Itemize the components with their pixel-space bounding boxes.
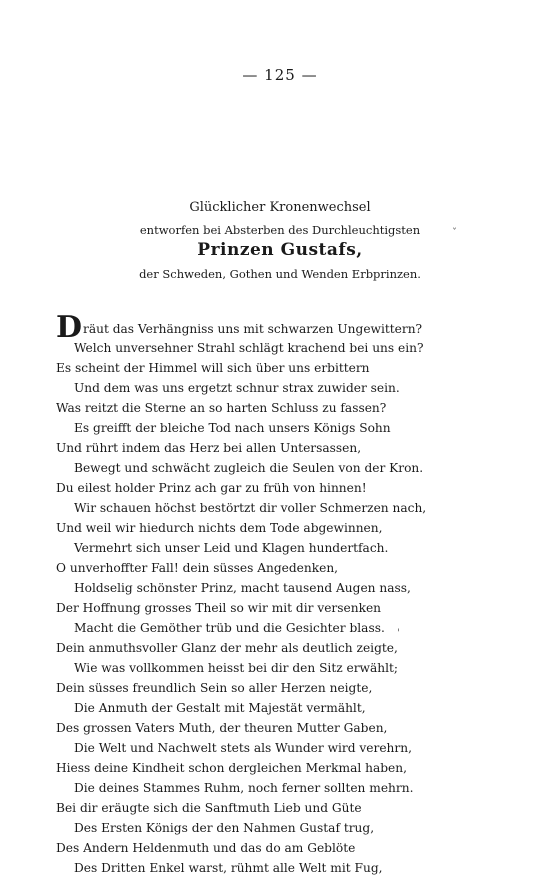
poem-line: Wie was vollkommen heisst bei dir den Sitz erwählt;	[74, 661, 399, 675]
poem-dedicatee-detail: der Schweden, Gothen und Wenden Erbprinzen.	[139, 267, 421, 281]
poem-line: Und rührt indem das Herz bei allen Untersassen,	[56, 441, 362, 455]
poem-line-text: räut das Verhängniss uns mit schwarzen Ungewittern?	[83, 322, 423, 336]
poem-line: Und weil wir hiedurch nichts dem Tode abgewinnen,	[56, 521, 383, 535]
poem-line: Bei dir eräugte sich die Sanftmuth Lieb und Güte	[56, 801, 362, 815]
poem-line: Die Welt und Nachwelt stets als Wunder wird verehrn,	[74, 741, 412, 755]
poem-dedicatee: Prinzen Gustafs,	[197, 240, 363, 260]
poem-line: Bewegt und schwächt zugleich die Seulen von der Kron.	[74, 461, 424, 475]
poem-line: Der Hoffnung grosses Theil so wir mit dir versenken	[56, 601, 382, 615]
poem-body	[56, 310, 446, 878]
margin-mark: ˇ	[452, 228, 457, 239]
poem-line: Holdselig schönster Prinz, macht tausend Augen nass,	[74, 581, 411, 595]
poem-title: Glücklicher Kronenwechsel	[189, 200, 371, 215]
poem-line: Die Anmuth der Gestalt mit Majestät vermählt,	[74, 701, 366, 715]
poem-line: Des Andern Heldenmuth und das do am Geblöte	[56, 841, 356, 855]
page-number: — 125 —	[242, 66, 318, 84]
poem-subtitle: entworfen bei Absterben des Durchleuchtigsten	[139, 223, 421, 237]
poem-line: Du eilest holder Prinz ach gar zu früh von hinnen!	[56, 481, 367, 495]
poem-line: Dein anmuthsvoller Glanz der mehr als deutlich zeigte,	[56, 641, 398, 655]
poem-line: Was reitzt die Sterne an so harten Schluss zu fassen?	[56, 401, 387, 415]
poem-line: Des Ersten Königs der den Nahmen Gustaf trug,	[74, 821, 375, 835]
drop-cap: D	[56, 310, 83, 345]
poem-line: Und dem was uns ergetzt schnur strax zuwider sein.	[74, 381, 400, 395]
poem-line: Die deines Stammes Ruhm, noch ferner sollten mehrn.	[74, 781, 414, 795]
poem-line: Des grossen Vaters Muth, der theuren Mutter Gaben,	[56, 721, 388, 735]
poem-line: O unverhoffter Fall! dein süsses Angedenken,	[56, 561, 339, 575]
poem-line	[56, 310, 446, 345]
poem-line: Es scheint der Himmel will sich über uns erbittern	[56, 361, 370, 375]
poem-line: Welch unversehner Strahl schlägt krachend bei uns ein?	[74, 341, 424, 355]
poem-line: Es greifft der bleiche Tod nach unsers Königs Sohn	[74, 421, 391, 435]
poem-line: Vermehrt sich unser Leid und Klagen hundertfach.	[74, 541, 389, 555]
poem-line: Des Dritten Enkel warst, rühmt alle Welt mit Fug,	[74, 861, 383, 875]
poem-line: Dein süsses freundlich Sein so aller Herzen neigte,	[56, 681, 373, 695]
poem-line: Hiess deine Kindheit schon dergleichen Merkmal haben,	[56, 761, 407, 775]
poem-line: Macht die Gemöther trüb und die Gesichter blass.	[74, 621, 385, 635]
poem-line: Wir schauen höchst bestörtzt dir voller Schmerzen nach,	[74, 501, 427, 515]
margin-mark: '	[397, 628, 400, 639]
